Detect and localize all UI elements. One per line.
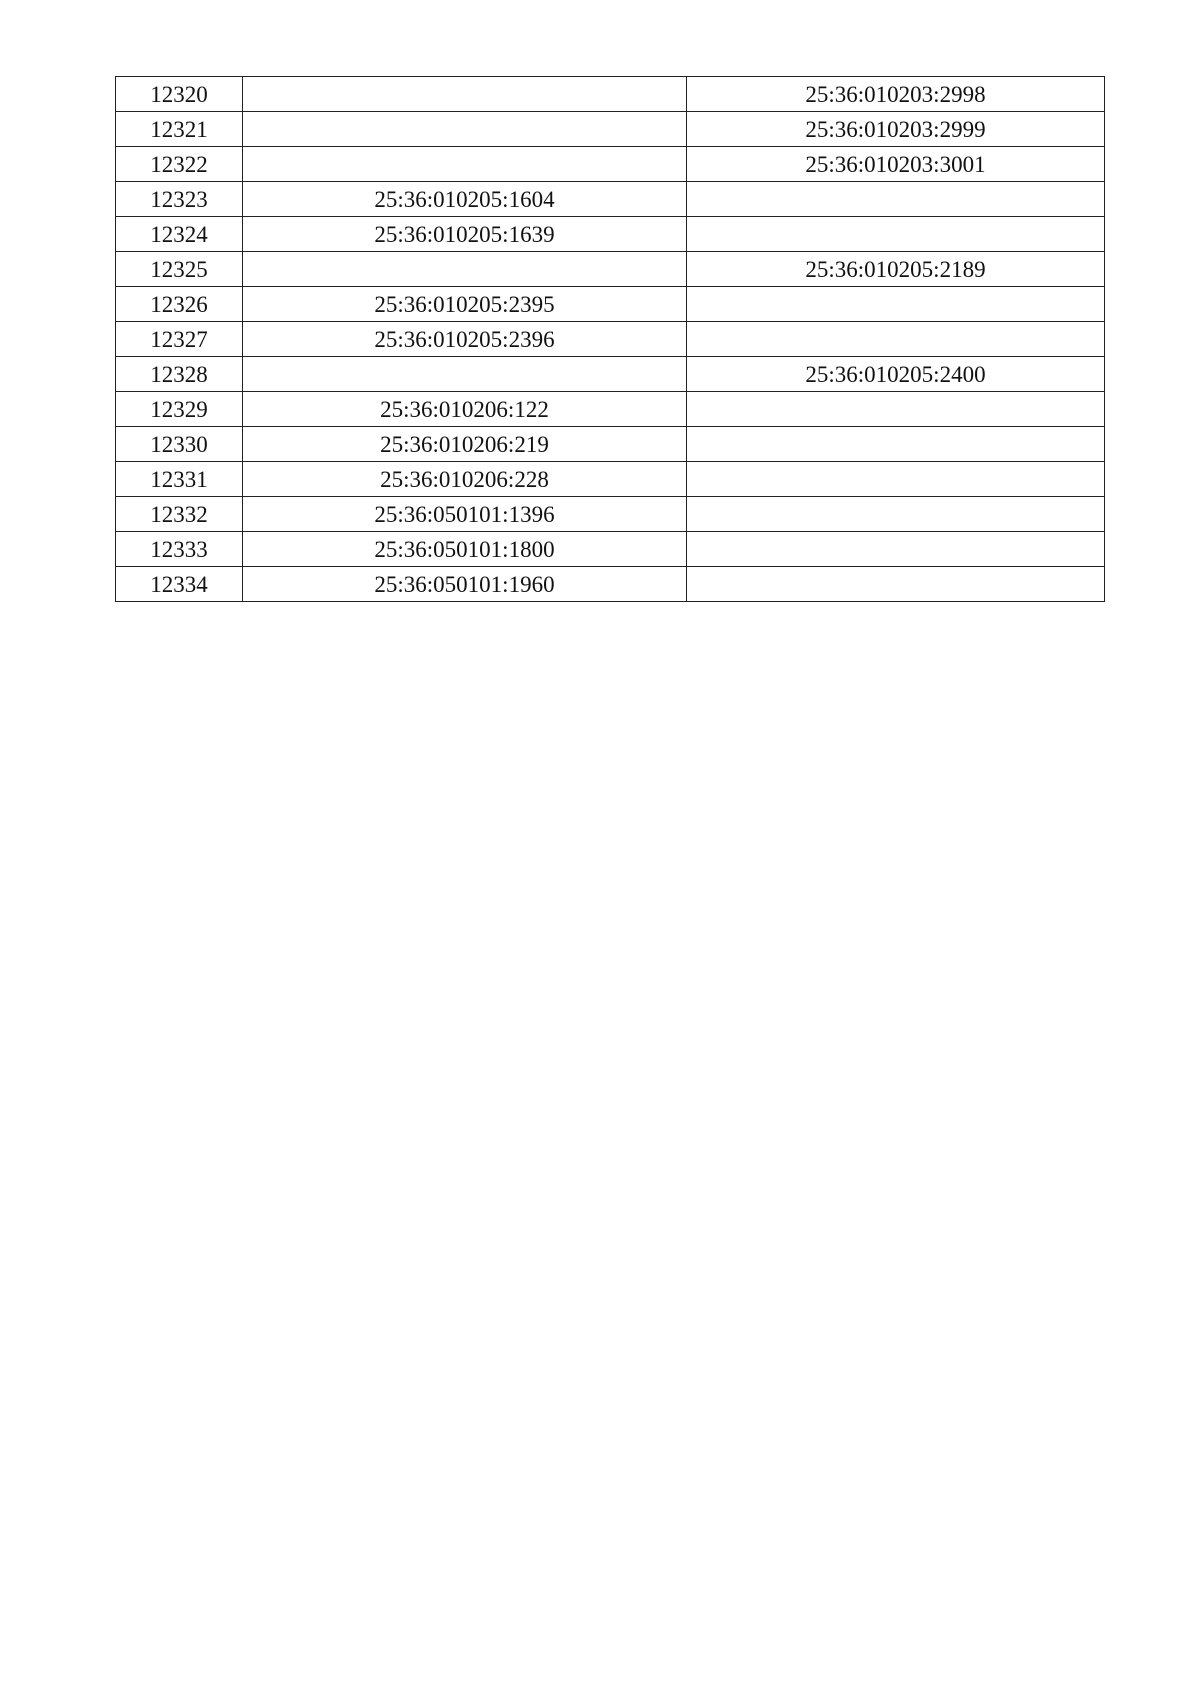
cadastral-number-table [115, 76, 1105, 602]
cadastral-number-cell-b: 25:36:010203:2998 [687, 77, 1105, 112]
row-number-cell: 12327 [116, 322, 243, 357]
cadastral-number-cell-b [687, 427, 1105, 462]
cadastral-number-cell-a: 25:36:050101:1396 [243, 497, 687, 532]
table-row [116, 182, 1105, 217]
cadastral-number-cell-b [687, 217, 1105, 252]
cadastral-number-cell-a: 25:36:010205:1639 [243, 217, 687, 252]
cadastral-number-cell-b: 25:36:010205:2400 [687, 357, 1105, 392]
table-row [116, 357, 1105, 392]
row-number-cell: 12324 [116, 217, 243, 252]
table-row [116, 427, 1105, 462]
cadastral-number-cell-a: 25:36:010205:1604 [243, 182, 687, 217]
row-number-cell: 12334 [116, 567, 243, 602]
row-number-cell: 12328 [116, 357, 243, 392]
row-number-cell: 12326 [116, 287, 243, 322]
cadastral-number-cell-b [687, 392, 1105, 427]
cadastral-number-cell-a: 25:36:050101:1960 [243, 567, 687, 602]
cadastral-number-cell-a: 25:36:050101:1800 [243, 532, 687, 567]
cadastral-number-cell-a [243, 112, 687, 147]
table-row [116, 462, 1105, 497]
cadastral-number-cell-b: 25:36:010203:2999 [687, 112, 1105, 147]
cadastral-number-cell-b [687, 322, 1105, 357]
row-number-cell: 12329 [116, 392, 243, 427]
row-number-cell: 12331 [116, 462, 243, 497]
table-row [116, 392, 1105, 427]
cadastral-number-cell-a [243, 252, 687, 287]
cadastral-number-cell-b [687, 462, 1105, 497]
cadastral-number-cell-a: 25:36:010206:122 [243, 392, 687, 427]
table-row [116, 497, 1105, 532]
cadastral-number-cell-a [243, 77, 687, 112]
row-number-cell: 12333 [116, 532, 243, 567]
row-number-cell: 12325 [116, 252, 243, 287]
cadastral-number-cell-b [687, 287, 1105, 322]
row-number-cell: 12320 [116, 77, 243, 112]
table-row [116, 322, 1105, 357]
cadastral-number-cell-a: 25:36:010206:219 [243, 427, 687, 462]
table-row [116, 77, 1105, 112]
cadastral-number-cell-b [687, 182, 1105, 217]
cadastral-number-cell-b [687, 532, 1105, 567]
table-row [116, 252, 1105, 287]
cadastral-number-cell-a [243, 357, 687, 392]
cadastral-number-cell-a: 25:36:010205:2396 [243, 322, 687, 357]
cadastral-number-cell-a: 25:36:010205:2395 [243, 287, 687, 322]
table-row [116, 112, 1105, 147]
cadastral-number-cell-b [687, 567, 1105, 602]
cadastral-number-cell-b [687, 497, 1105, 532]
table-row [116, 147, 1105, 182]
table-row [116, 532, 1105, 567]
cadastral-number-cell-b: 25:36:010205:2189 [687, 252, 1105, 287]
table-row [116, 567, 1105, 602]
table-row [116, 217, 1105, 252]
cadastral-number-cell-a: 25:36:010206:228 [243, 462, 687, 497]
cadastral-number-cell-b: 25:36:010203:3001 [687, 147, 1105, 182]
table-row [116, 287, 1105, 322]
row-number-cell: 12323 [116, 182, 243, 217]
cadastral-number-cell-a [243, 147, 687, 182]
row-number-cell: 12321 [116, 112, 243, 147]
row-number-cell: 12332 [116, 497, 243, 532]
row-number-cell: 12322 [116, 147, 243, 182]
row-number-cell: 12330 [116, 427, 243, 462]
